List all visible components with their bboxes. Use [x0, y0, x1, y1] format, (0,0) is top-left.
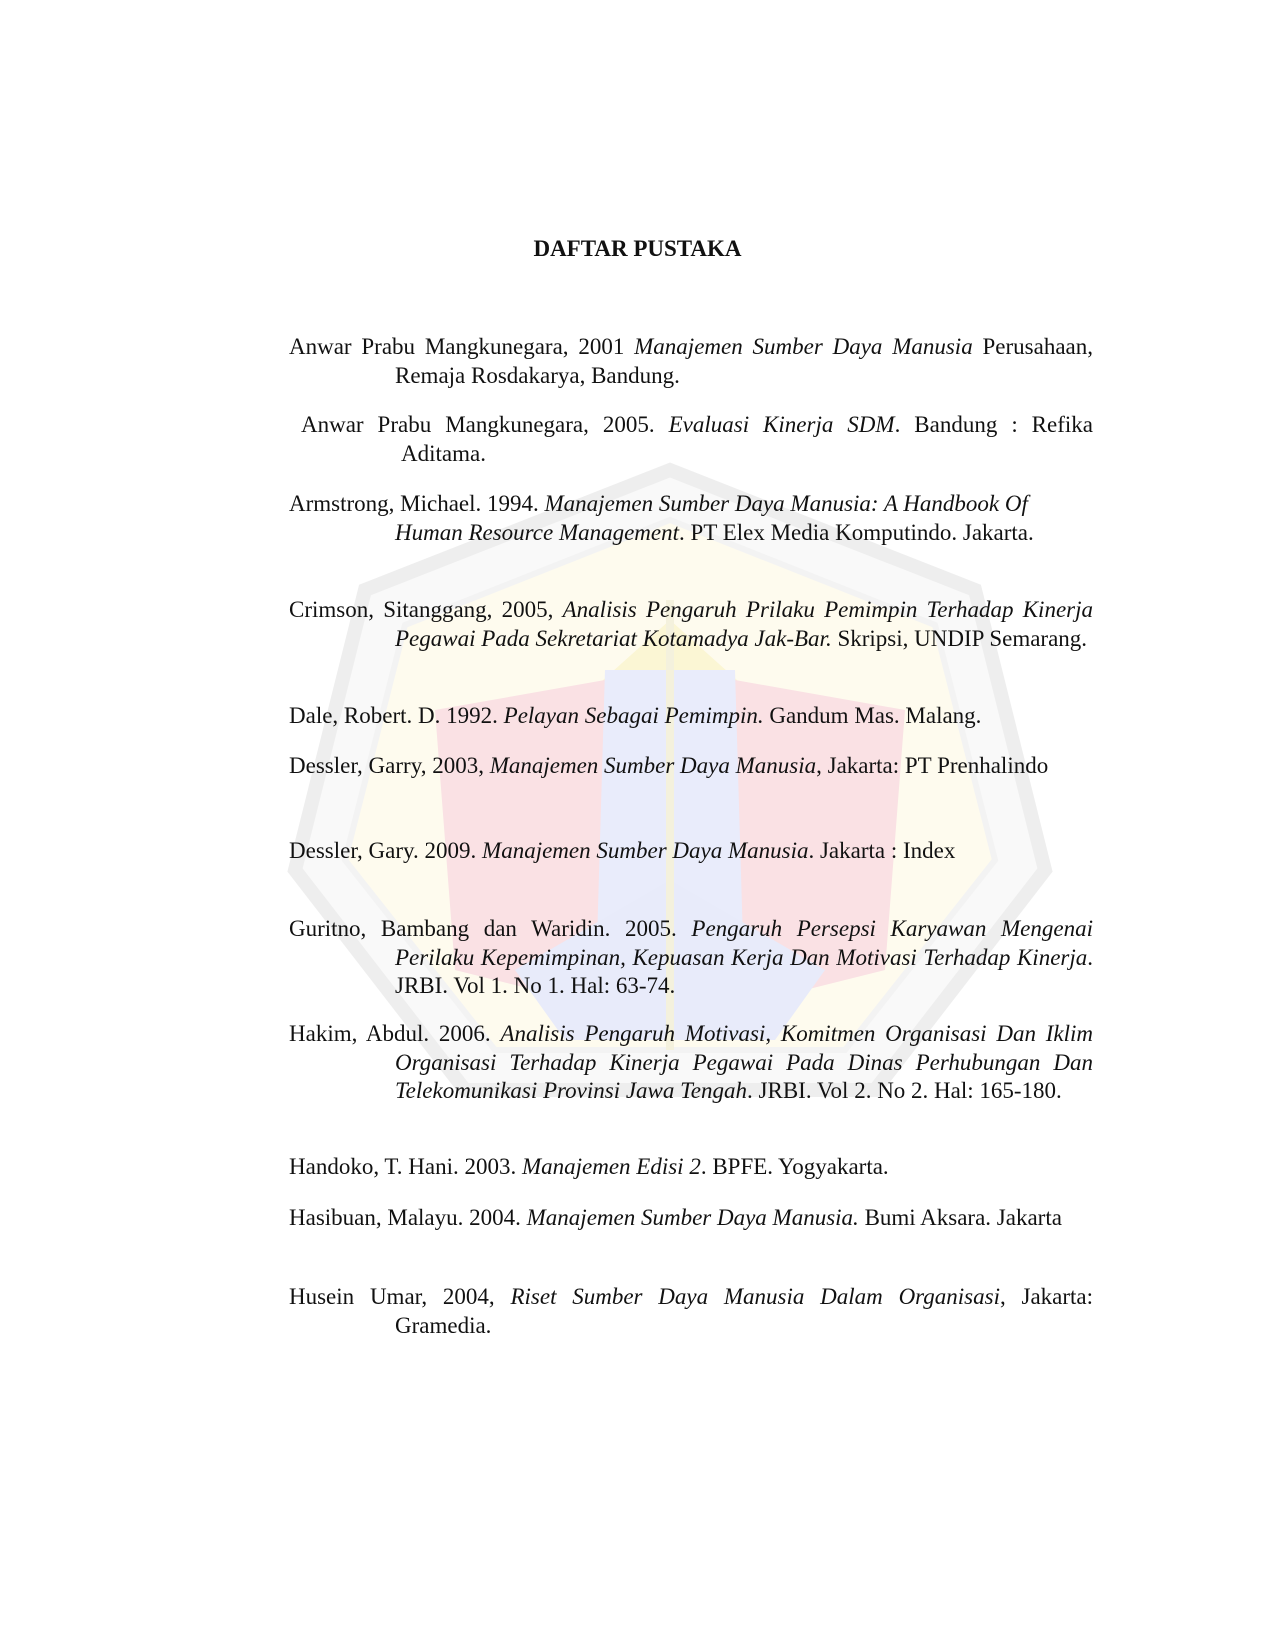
reference-entry: Anwar Prabu Mangkunegara, 2001 Manajemen Sumber Daya Manusia Perusahaan, Remaja Rosdakarya, Bandung. — [289, 334, 1093, 388]
reference-entry: Anwar Prabu Mangkunegara, 2005. Evaluasi Kinerja SDM. Bandung : Refika Aditama. — [301, 412, 1093, 466]
reference-entry: Crimson, Sitanggang, 2005, Analisis Pengaruh Prilaku Pemimpin Terhadap Kinerja Pegawai Pada Sekretariat Kotamadya Jak-Bar. Skripsi, UNDIP Semarang. — [289, 597, 1093, 651]
reference-entry: Hasibuan, Malayu. 2004. Manajemen Sumber Daya Manusia. Bumi Aksara. Jakarta — [289, 1205, 1062, 1230]
reference-entry: Dale, Robert. D. 1992. Pelayan Sebagai Pemimpin. Gandum Mas. Malang. — [289, 703, 982, 728]
reference-entry: Husein Umar, 2004, Riset Sumber Daya Manusia Dalam Organisasi, Jakarta: Gramedia. — [289, 1284, 1094, 1338]
reference-entry: Handoko, T. Hani. 2003. Manajemen Edisi 2. BPFE. Yogyakarta. — [289, 1154, 889, 1179]
reference-entry: Armstrong, Michael. 1994. Manajemen Sumber Daya Manusia: A Handbook Of Human Resource Management. PT Elex Media Komputindo. Jakarta. — [289, 491, 1034, 545]
reference-entry: Dessler, Gary. 2009. Manajemen Sumber Daya Manusia. Jakarta : Index — [289, 838, 956, 863]
reference-entry: Guritno, Bambang dan Waridin. 2005. Pengaruh Persepsi Karyawan Mengenai Perilaku Kepemimpinan, Kepuasan Kerja Dan Motivasi Terhadap Kinerja. JRBI. Vol 1. No 1. Hal: 63-74. — [289, 916, 1093, 998]
reference-entry: Hakim, Abdul. 2006. Analisis Pengaruh Motivasi, Komitmen Organisasi Dan Iklim Organisasi Terhadap Kinerja Pegawai Pada Dinas Perhubungan Dan Telekomunikasi Provinsi Jawa Tengah. JRBI. Vol 2. No 2. Hal: 165-180. — [289, 1021, 1093, 1103]
reference-entry: Dessler, Garry, 2003, Manajemen Sumber Daya Manusia, Jakarta: PT Prenhalindo — [289, 753, 1049, 778]
page-title: DAFTAR PUSTAKA — [533, 236, 742, 261]
